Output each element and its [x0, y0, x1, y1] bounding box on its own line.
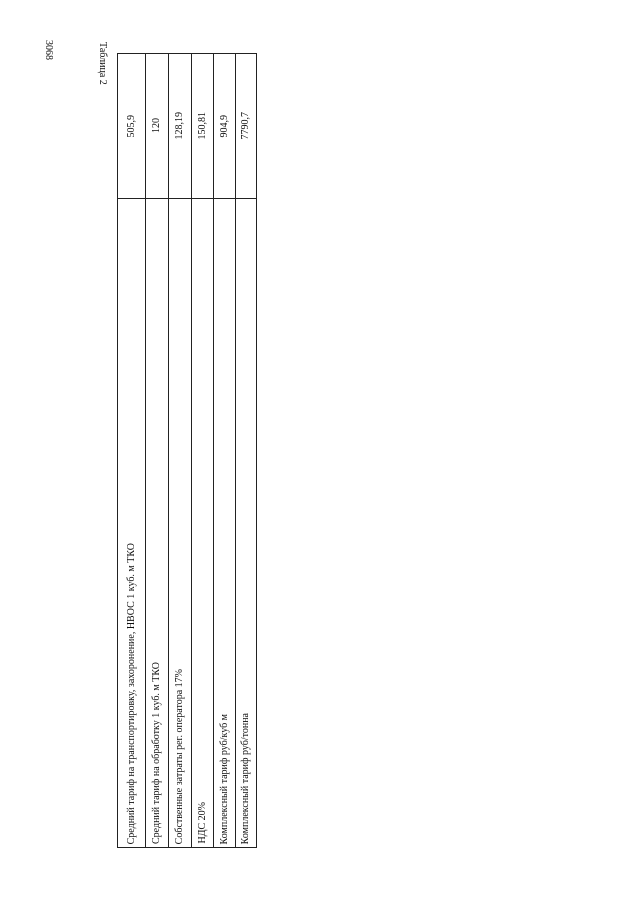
label-text: Комплексный тариф руб/тонна	[240, 712, 251, 844]
label-cell	[146, 199, 168, 847]
page-number: 3068	[43, 40, 54, 60]
label-cell	[192, 199, 213, 847]
value-cell	[146, 54, 168, 199]
label-text: Средний тариф на транспортировку, захоронение, НВОС 1 куб. м ТКО	[125, 542, 137, 844]
label-cell	[169, 199, 191, 847]
value-cell	[192, 54, 213, 199]
label-cell	[214, 199, 235, 847]
table-row	[145, 53, 168, 848]
label-text: Средний тариф на обработку 1 куб. м ТКО	[151, 662, 162, 844]
label-cell	[118, 199, 145, 847]
label-text: Комплексный тариф руб/куб м	[218, 713, 230, 844]
value-text: 7790,7	[240, 112, 251, 140]
tariff-table	[117, 53, 257, 848]
table-row	[168, 53, 191, 848]
value-text: 120	[151, 118, 162, 134]
label-cell	[236, 199, 256, 847]
value-text: 150,81	[196, 112, 208, 140]
table-row	[235, 53, 257, 848]
table-caption: Таблица 2	[97, 42, 108, 85]
table-row	[191, 53, 213, 848]
value-text: 505,9	[125, 114, 137, 138]
label-text: НДС 20%	[196, 802, 208, 844]
value-cell	[214, 54, 235, 199]
table-row	[117, 53, 145, 848]
table-row	[213, 53, 235, 848]
value-text: 128,19	[174, 112, 185, 140]
label-text: Собственные затраты рег. оператора 17%	[174, 668, 185, 844]
value-text: 904,9	[218, 114, 230, 138]
value-cell	[118, 54, 145, 199]
value-cell	[236, 54, 256, 199]
value-cell	[169, 54, 191, 199]
